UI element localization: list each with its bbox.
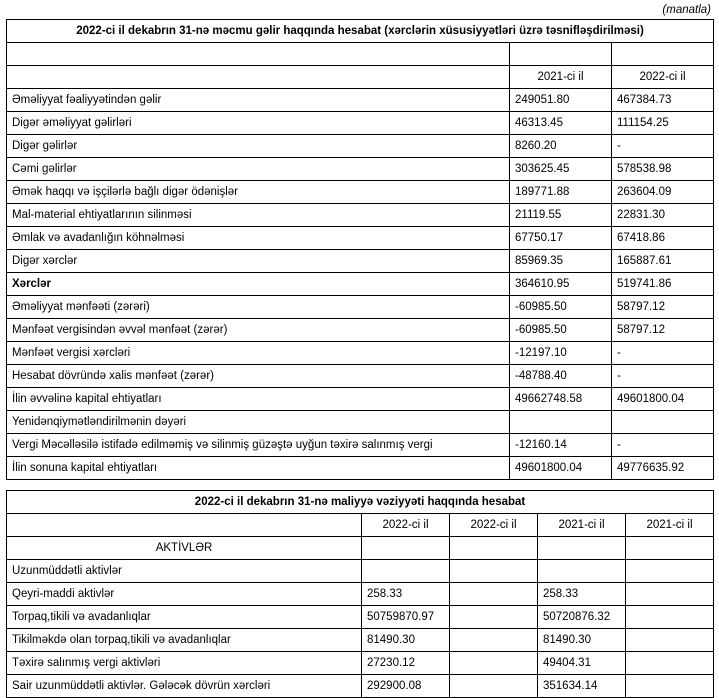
row-value-2021: 8260.20 [510, 135, 612, 158]
row-value-c1: 50759870.97 [362, 606, 450, 629]
table-row [7, 89, 714, 112]
table-row [7, 227, 714, 250]
row-value-c1: 292900.08 [362, 675, 450, 698]
table-row [7, 319, 714, 342]
table-row [7, 365, 714, 388]
header-year-2021: 2021-ci il [510, 66, 612, 89]
row-value-2021: 46313.45 [510, 112, 612, 135]
table-row [7, 181, 714, 204]
row-label: İlin sonuna kapital ehtiyatları [7, 457, 510, 480]
table-row [7, 204, 714, 227]
table-title-row [7, 491, 714, 514]
row-label: Əməliyyat mənfəəti (zərəri) [7, 296, 510, 319]
row-value-2021: 303625.45 [510, 158, 612, 181]
income-statement-title: 2022-ci il dekabrın 31-nə məcmu gəlir haqqında hesabat (xərclərin xüsusiyyətləri üzrə təsnifləşdirilməsi) [7, 20, 714, 43]
row-value-2022: - [612, 342, 714, 365]
header-year-2022-b: 2022-ci il [450, 514, 538, 537]
row-label: Sair uzunmüddətli aktivlər. Gələcək dövrün xərcləri [7, 675, 362, 698]
table-row [7, 629, 714, 652]
row-value-2022: 49601800.04 [612, 388, 714, 411]
spacer-cell-1 [510, 43, 612, 66]
row-value-2021: -60985.50 [510, 296, 612, 319]
balance-sheet-title: 2022-ci il dekabrın 31-nə maliyyə vəziyyəti haqqında hesabat [7, 491, 714, 514]
section-cell-4 [626, 537, 714, 560]
row-label: Mal-material ehtiyatlarının silinməsi [7, 204, 510, 227]
row-value-2021: 49601800.04 [510, 457, 612, 480]
row-label: Vergi Məcəlləsilə istifadə edilməmiş və silinmiş güzəştə uyğun təxirə salınmış vergi [7, 434, 510, 457]
row-label: Təxirə salınmış vergi aktivləri [7, 652, 362, 675]
row-value-2022: - [612, 365, 714, 388]
row-value-c3: 50720876.32 [538, 606, 626, 629]
row-value-2021: -60985.50 [510, 319, 612, 342]
row-value-2021: 49662748.58 [510, 388, 612, 411]
row-value-c2 [450, 675, 538, 698]
row-value-c4 [626, 629, 714, 652]
row-value-c3: 258.33 [538, 583, 626, 606]
section-title-aktivler: AKTİVLƏR [7, 537, 362, 560]
row-label: Uzunmüddətli aktivlər [7, 560, 362, 583]
table-row [7, 342, 714, 365]
row-label: İlin əvvəlinə kapital ehtiyatları [7, 388, 510, 411]
row-label: Qeyri-maddi aktivlər [7, 583, 362, 606]
row-value-2022: - [612, 434, 714, 457]
table-row [7, 135, 714, 158]
section-cell-2 [450, 537, 538, 560]
row-label: Mənfəət vergisindən əvvəl mənfəət (zərər) [7, 319, 510, 342]
row-label: Tikilməkdə olan torpaq,tikili və avadanlıqlar [7, 629, 362, 652]
unit-label: (manatla) [662, 4, 711, 16]
row-value-2021: 189771.88 [510, 181, 612, 204]
row-label: Digər əməliyyat gəlirləri [7, 112, 510, 135]
row-value-2021: -48788.40 [510, 365, 612, 388]
row-value-c2 [450, 583, 538, 606]
table-row [7, 560, 714, 583]
row-value-c3 [538, 560, 626, 583]
section-cell-3 [538, 537, 626, 560]
row-label: Əmək haqqı və işçilərlə bağlı digər ödənişlər [7, 181, 510, 204]
table-row [7, 675, 714, 698]
row-value-c2 [450, 560, 538, 583]
row-value-2022: 111154.25 [612, 112, 714, 135]
row-value-2022: 58797.12 [612, 296, 714, 319]
spacer-cell-2 [612, 43, 714, 66]
header-label-cell [7, 66, 510, 89]
table-row [7, 411, 714, 434]
row-value-2022: 67418.86 [612, 227, 714, 250]
row-value-c2 [450, 652, 538, 675]
header-label-cell [7, 514, 362, 537]
table-row [7, 296, 714, 319]
row-label: Yenidənqiymətləndirilmənin dəyəri [7, 411, 510, 434]
table-row [7, 388, 714, 411]
balance-sheet-table [6, 490, 714, 698]
table-row [7, 112, 714, 135]
row-value-2022 [612, 411, 714, 434]
row-value-2021: -12160.14 [510, 434, 612, 457]
row-value-c2 [450, 606, 538, 629]
row-value-2021: 85969.35 [510, 250, 612, 273]
row-label: Xərclər [7, 273, 510, 296]
row-value-c1: 27230.12 [362, 652, 450, 675]
table-row [7, 457, 714, 480]
row-label: Cəmi gəlirlər [7, 158, 510, 181]
row-label: Əməliyyat fəaliyyətindən gəlir [7, 89, 510, 112]
row-value-2021: -12197.10 [510, 342, 612, 365]
table-row [7, 583, 714, 606]
row-value-2021 [510, 411, 612, 434]
row-value-2021: 21119.55 [510, 204, 612, 227]
row-value-c1: 81490.30 [362, 629, 450, 652]
row-value-2021: 249051.80 [510, 89, 612, 112]
row-value-c1: 258.33 [362, 583, 450, 606]
row-value-c2 [450, 629, 538, 652]
row-value-c3: 81490.30 [538, 629, 626, 652]
row-label: Torpaq,tikili və avadanlıqlar [7, 606, 362, 629]
row-value-2022: 165887.61 [612, 250, 714, 273]
row-value-c4 [626, 583, 714, 606]
section-cell-1 [362, 537, 450, 560]
row-value-2021: 67750.17 [510, 227, 612, 250]
section-row [7, 537, 714, 560]
row-label: Digər gəlirlər [7, 135, 510, 158]
row-value-c4 [626, 675, 714, 698]
row-value-c4 [626, 652, 714, 675]
table-header-row [7, 66, 714, 89]
row-value-2022: 49776635.92 [612, 457, 714, 480]
header-year-2021-a: 2021-ci il [538, 514, 626, 537]
row-value-2022: 519741.86 [612, 273, 714, 296]
table-row [7, 606, 714, 629]
header-year-2022-a: 2022-ci il [362, 514, 450, 537]
table-row [7, 652, 714, 675]
row-label: Digər xərclər [7, 250, 510, 273]
row-value-2022: - [612, 135, 714, 158]
table-header-row [7, 514, 714, 537]
row-value-2022: 58797.12 [612, 319, 714, 342]
income-statement-table [6, 19, 714, 480]
row-value-c4 [626, 560, 714, 583]
row-value-2022: 578538.98 [612, 158, 714, 181]
table-row [7, 158, 714, 181]
header-year-2022: 2022-ci il [612, 66, 714, 89]
row-label: Əmlak və avadanlığın köhnəlməsi [7, 227, 510, 250]
row-value-2022: 263604.09 [612, 181, 714, 204]
table-row [7, 250, 714, 273]
row-label: Mənfəət vergisi xərcləri [7, 342, 510, 365]
table-row-total [7, 273, 714, 296]
table-spacer-row [7, 43, 714, 66]
row-value-c3: 49404.31 [538, 652, 626, 675]
row-value-c3: 351634.14 [538, 675, 626, 698]
row-value-c4 [626, 606, 714, 629]
row-value-2022: 22831.30 [612, 204, 714, 227]
spacer-cell-label [7, 43, 510, 66]
row-value-c1 [362, 560, 450, 583]
table-title-row [7, 20, 714, 43]
table-row [7, 434, 714, 457]
header-year-2021-b: 2021-ci il [626, 514, 714, 537]
row-value-2021: 364610.95 [510, 273, 612, 296]
row-value-2022: 467384.73 [612, 89, 714, 112]
row-label: Hesabat dövründə xalis mənfəət (zərər) [7, 365, 510, 388]
